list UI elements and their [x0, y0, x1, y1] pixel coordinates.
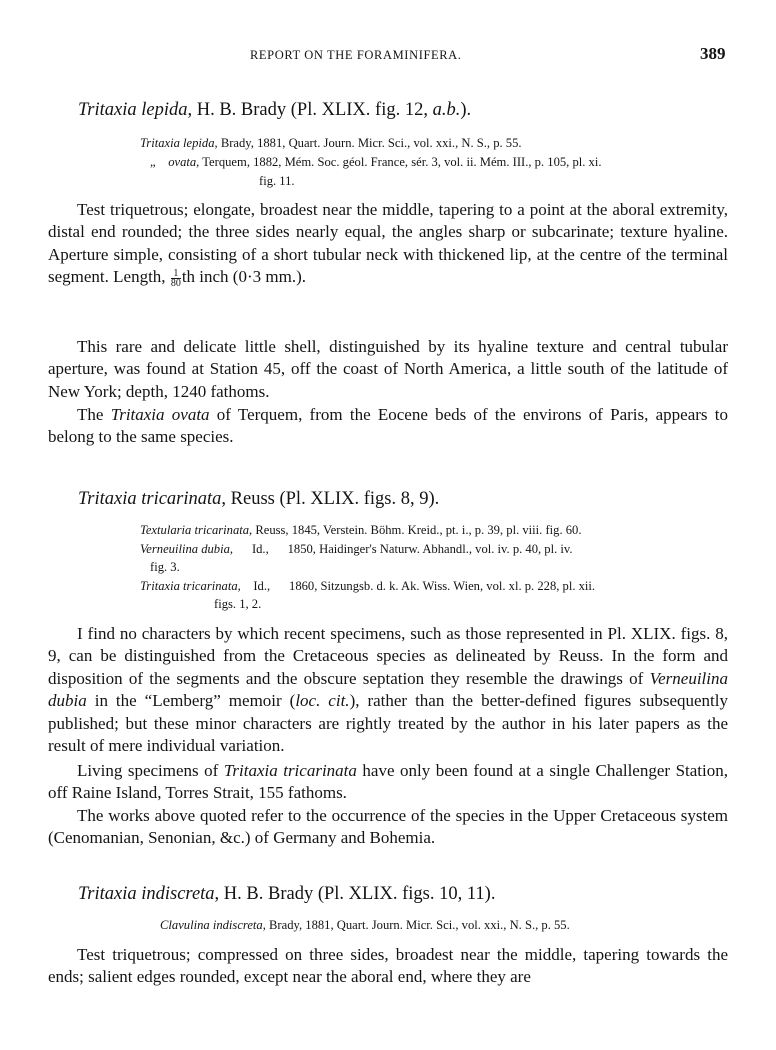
synonymy-ref-cont: fig. 11.	[259, 174, 295, 188]
species-heading-lepida: Tritaxia lepida, H. B. Brady (Pl. XLIX. fig. 12, a.b.).	[78, 100, 472, 120]
species-description: Test triquetrous; compressed on three sides, broadest near the middle, tapering towards the ends; salient edges rounded, except near the aboral end, where they are	[48, 945, 728, 987]
synonymy-ref: Textularia tricarinata, Reuss, 1845, Verstein. Böhm. Kreid., pt. i., p. 39, pl. viii. fig. 60.	[140, 523, 582, 537]
body-paragraph: The Tritaxia ovata of Terquem, from the Eocene beds of the environs of Paris, appears to belong to the same species.	[48, 405, 729, 447]
page-number: 389	[700, 44, 726, 63]
synonymy-ref-cont: fig. 3.	[150, 560, 180, 574]
body-paragraph: This rare and delicate little shell, distinguished by its hyaline texture and central tubular aperture, was found at Station 45, off the coast of North America, a little south of the latitude of New York; depth, 1240 fathoms.	[48, 337, 728, 401]
synonymy-ref: „ ovata, Terquem, 1882, Mém. Soc. géol. France, sér. 3, vol. ii. Mém. III., p. 105, pl. xi.	[150, 155, 602, 169]
body-paragraph: Living specimens of Tritaxia tricarinata have only been found at a single Challenger Station, off Raine Island, Torres Strait, 155 fathoms.	[48, 761, 728, 803]
species-description: Test triquetrous; elongate, broadest near the middle, tapering to a point at the aboral extremity, distal end rounded; the three sides nearly equal, the angles sharp or subcarinate; texture hyaline. Aperture simple, consisting of a short tubular neck with thickened lip, at the centre of the terminal segment. Length, $\frac{1}{80}$ th inch (0·3 mm.).	[48, 200, 728, 289]
synonymy-ref: Clavulina indiscreta, Brady, 1881, Quart. Journ. Micr. Sci., vol. xxi., N. S., p. 55.	[160, 918, 570, 932]
synonymy-ref: Tritaxia tricarinata, Id., 1860, Sitzungsb. d. k. Ak. Wiss. Wien, vol. xl. p. 228, pl. xii.	[140, 579, 596, 593]
synonymy-ref: Verneuilina dubia, Id., 1850, Haidinger's Naturw. Abhandl., vol. iv. p. 40, pl. iv.	[140, 542, 573, 556]
body-paragraph: The works above quoted refer to the occurrence of the species in the Upper Cretaceous system (Cenomanian, Senonian, &c.) of Germany and Bohemia.	[48, 806, 728, 848]
body-paragraph: I find no characters by which recent specimens, such as those represented in Pl. XLIX. figs. 8, 9, can be distinguished from the Cretaceous species as delineated by Reuss. In the form and disposition of the segments and the obscure septation they resemble the drawings of Verneuilina dubia in the “Lemberg” memoir (loc. cit.), rather than the better-defined figures subsequently published; but these minor characters are rightly treated by the author in his later papers as the result of mere individual variation.	[48, 624, 729, 756]
synonymy-ref-cont: figs. 1, 2.	[214, 597, 262, 611]
synonymy-ref: Tritaxia lepida, Brady, 1881, Quart. Journ. Micr. Sci., vol. xxi., N. S., p. 55.	[140, 136, 522, 150]
species-heading-tricarinata: Tritaxia tricarinata, Reuss (Pl. XLIX. figs. 8, 9).	[78, 489, 440, 509]
fraction: $\frac{1}{80}$	[170, 267, 181, 289]
species-heading-indiscreta: Tritaxia indiscreta, H. B. Brady (Pl. XLIX. figs. 10, 11).	[78, 884, 496, 904]
running-head: REPORT ON THE FORAMINIFERA.	[250, 48, 462, 62]
